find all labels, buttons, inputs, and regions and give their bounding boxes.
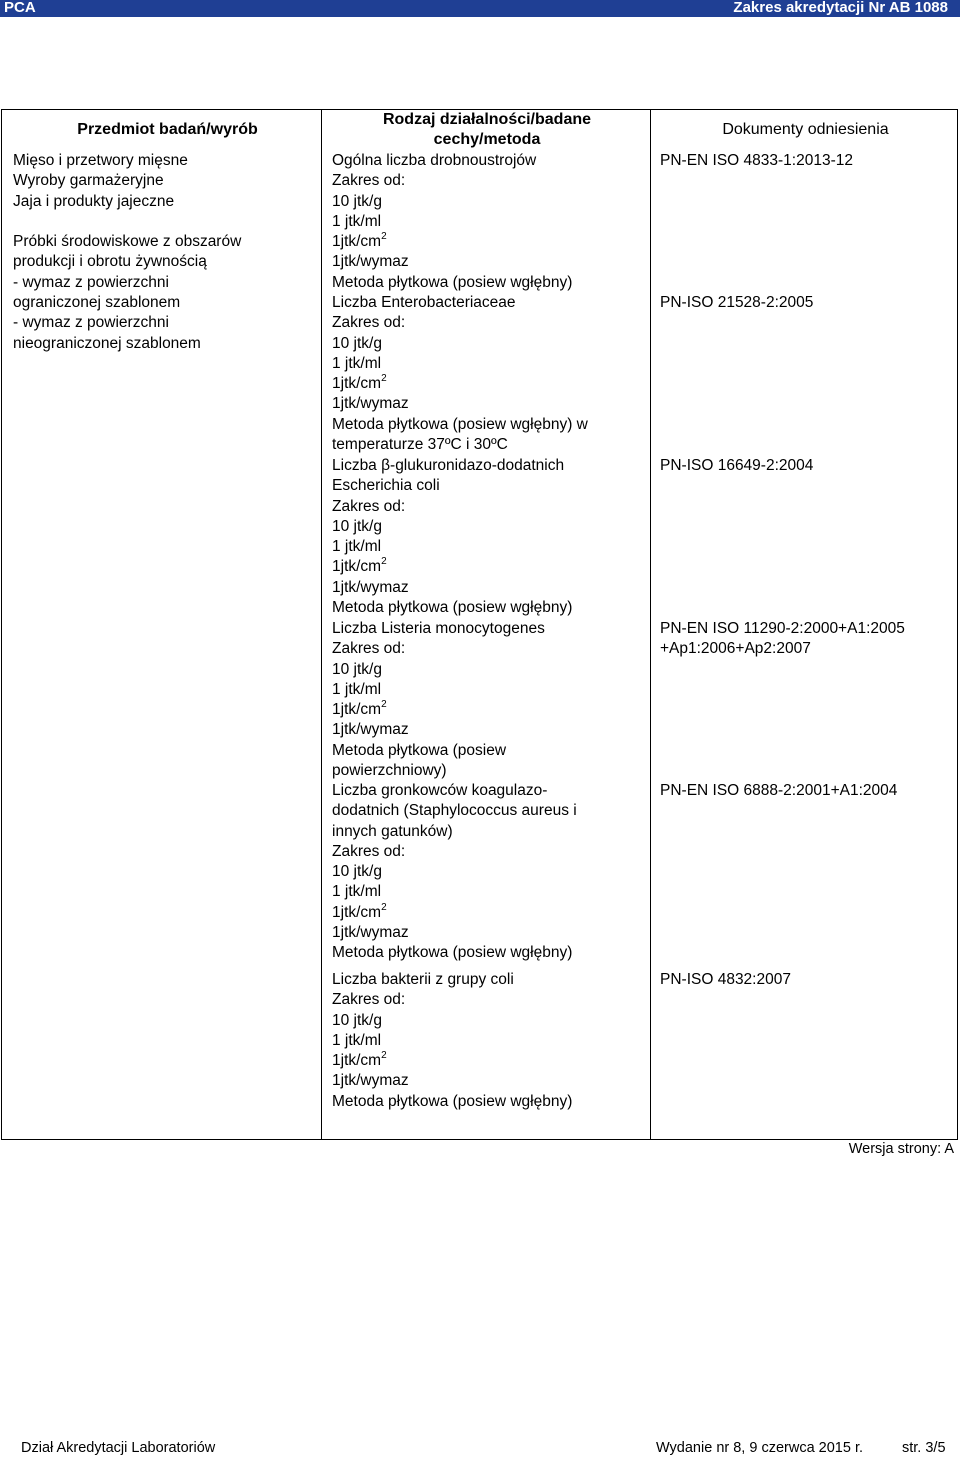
test-line bbox=[332, 517, 572, 537]
reference-line: PN-ISO 4832:2007 bbox=[660, 971, 791, 988]
test-line bbox=[332, 781, 577, 801]
test-line bbox=[332, 1011, 572, 1031]
test-line-text: 1jtk/wymaz bbox=[332, 253, 409, 271]
test-line bbox=[332, 1092, 572, 1112]
subject-line: - wymaz z powierzchni bbox=[13, 273, 169, 291]
superscript: 2 bbox=[381, 556, 387, 568]
test-line-text: Zakres od: bbox=[332, 314, 406, 332]
subject-line bbox=[13, 212, 241, 232]
reference-line: PN-EN ISO 6888-2:2001+A1:2004 bbox=[660, 782, 898, 799]
superscript: 2 bbox=[381, 901, 387, 913]
test-line bbox=[332, 334, 588, 354]
test-line bbox=[332, 456, 572, 476]
test-line bbox=[332, 232, 572, 252]
test-line-text: 1jtk/cm bbox=[332, 558, 382, 576]
test-line bbox=[332, 252, 572, 272]
test-line bbox=[332, 354, 588, 374]
test-line-text: innych gatunków) bbox=[332, 822, 453, 840]
superscript: 2 bbox=[381, 231, 387, 243]
footer-department: Dział Akredytacji Laboratoriów bbox=[21, 1440, 216, 1456]
test-line bbox=[332, 619, 545, 639]
test-line bbox=[332, 700, 545, 720]
test-line-text: 1 jtk/ml bbox=[332, 680, 382, 698]
test-header-line: cechy/metoda bbox=[433, 131, 541, 149]
reference-line: +Ap1:2006+Ap2:2007 bbox=[660, 640, 811, 658]
test-line-text: 1 jtk/ml bbox=[332, 538, 382, 556]
test-line bbox=[332, 394, 588, 414]
test-line bbox=[332, 903, 577, 923]
subject-line: Mięso i przetwory mięsne bbox=[13, 152, 188, 169]
test-entry bbox=[332, 293, 588, 455]
test-line bbox=[332, 990, 572, 1010]
test-line bbox=[332, 313, 588, 333]
test-line bbox=[332, 435, 588, 455]
subject-line: nieograniczonej szablonem bbox=[13, 334, 201, 352]
subject-line: Próbki środowiskowe z obszarów bbox=[13, 233, 242, 251]
test-line bbox=[332, 923, 577, 943]
reference-entry bbox=[660, 456, 813, 476]
superscript: 2 bbox=[381, 373, 387, 385]
test-line bbox=[332, 1051, 572, 1071]
test-line bbox=[332, 171, 572, 191]
test-line bbox=[332, 598, 572, 618]
superscript: 2 bbox=[381, 1050, 387, 1062]
test-line bbox=[332, 273, 572, 293]
page-version: Wersja strony: A bbox=[848, 1141, 954, 1157]
test-line-text: 1jtk/cm bbox=[332, 701, 382, 719]
test-line-text: Zakres od: bbox=[332, 172, 406, 190]
reference-line: PN-EN ISO 4833-1:2013-12 bbox=[660, 152, 853, 169]
reference-line: PN-ISO 16649-2:2004 bbox=[660, 457, 814, 474]
header-title: Zakres akredytacji Nr AB 1088 bbox=[733, 0, 948, 16]
test-line bbox=[332, 415, 588, 435]
test-column-header bbox=[323, 110, 651, 151]
test-line bbox=[332, 822, 577, 842]
test-line-text: 1jtk/wymaz bbox=[332, 578, 409, 596]
test-line bbox=[332, 293, 588, 313]
subject-line: Jaja i produkty jajeczne bbox=[13, 192, 175, 210]
test-line bbox=[332, 1071, 572, 1091]
test-entry bbox=[332, 619, 545, 781]
test-line-text: Zakres od: bbox=[332, 640, 406, 658]
accreditation-table bbox=[1, 109, 958, 1140]
test-line bbox=[332, 192, 572, 212]
test-line-text: 1jtk/cm bbox=[332, 233, 382, 251]
test-line-text: 1 jtk/ml bbox=[332, 354, 382, 372]
footer-edition: Wydanie nr 8, 9 czerwca 2015 r. bbox=[656, 1440, 864, 1456]
test-line-text: temperaturze 37ºC i 30ºC bbox=[332, 436, 508, 454]
test-line-text: 1jtk/cm bbox=[332, 903, 382, 921]
test-line bbox=[332, 660, 545, 680]
test-line bbox=[332, 497, 572, 517]
test-line-text: 1jtk/wymaz bbox=[332, 721, 409, 739]
test-header-line: Rodzaj działalności/badane bbox=[382, 111, 592, 128]
subject-line: Wyroby garmażeryjne bbox=[13, 172, 164, 190]
test-line-text: 1jtk/cm bbox=[332, 1052, 382, 1070]
subject-list bbox=[13, 151, 241, 354]
test-line-text: Liczba Enterobacteriaceae bbox=[332, 294, 516, 311]
test-line bbox=[332, 720, 545, 740]
test-line-text: 10 jtk/g bbox=[332, 1011, 382, 1029]
table-divider bbox=[650, 110, 651, 1139]
test-line-text: 1 jtk/ml bbox=[332, 883, 382, 901]
test-line-text: Zakres od: bbox=[332, 842, 406, 860]
test-line bbox=[332, 943, 577, 963]
test-line-text: Metoda płytkowa (posiew wgłębny) bbox=[332, 944, 573, 962]
test-line-text: Liczba Listeria monocytogenes bbox=[332, 620, 545, 637]
reference-entry bbox=[660, 151, 853, 171]
test-line-text: 10 jtk/g bbox=[332, 517, 382, 535]
test-line bbox=[332, 557, 572, 577]
test-line bbox=[332, 537, 572, 557]
test-line bbox=[332, 212, 572, 232]
test-line bbox=[332, 578, 572, 598]
superscript: 2 bbox=[381, 699, 387, 711]
test-line-text: powierzchniowy) bbox=[332, 762, 447, 780]
subject-line: ograniczonej szablonem bbox=[13, 294, 181, 312]
reference-line: PN-EN ISO 11290-2:2000+A1:2005 bbox=[660, 620, 905, 637]
reference-line: PN-ISO 21528-2:2005 bbox=[660, 294, 814, 311]
test-entry bbox=[332, 781, 577, 964]
test-line-text: Metoda płytkowa (posiew wgłębny) w bbox=[332, 415, 588, 433]
test-line-text: 1 jtk/ml bbox=[332, 1031, 382, 1049]
test-line-text: 10 jtk/g bbox=[332, 334, 382, 352]
test-line-text: 1jtk/wymaz bbox=[332, 924, 409, 942]
test-line-text: 10 jtk/g bbox=[332, 192, 382, 210]
test-line bbox=[332, 862, 577, 882]
test-line-text: 10 jtk/g bbox=[332, 660, 382, 678]
test-line bbox=[332, 680, 545, 700]
test-line bbox=[332, 1031, 572, 1051]
subject-line: - wymaz z powierzchni bbox=[13, 314, 169, 332]
test-line-text: dodatnich (Staphylococcus aureus i bbox=[332, 802, 577, 820]
test-entry bbox=[332, 970, 572, 1112]
test-line-text: Liczba β-glukuronidazo-dodatnich bbox=[332, 457, 565, 474]
test-line bbox=[332, 761, 545, 781]
test-line-text: 10 jtk/g bbox=[332, 863, 382, 881]
reference-entry bbox=[660, 781, 897, 801]
test-line-text: Metoda płytkowa (posiew bbox=[332, 741, 507, 759]
reference-entry bbox=[660, 619, 905, 660]
test-line bbox=[332, 970, 572, 990]
test-line-text: 1jtk/wymaz bbox=[332, 1072, 409, 1090]
test-line-text: Liczba gronkowców koagulazo- bbox=[332, 782, 548, 799]
reference-column-header: Dokumenty odniesienia bbox=[722, 121, 889, 138]
test-line-text: 1 jtk/ml bbox=[332, 212, 382, 230]
test-line bbox=[332, 476, 572, 496]
test-line bbox=[332, 151, 572, 171]
test-line-text: 1jtk/wymaz bbox=[332, 395, 409, 413]
table-divider bbox=[321, 110, 322, 1139]
test-line bbox=[332, 374, 588, 394]
test-line-text: Zakres od: bbox=[332, 991, 406, 1009]
document-header-bar bbox=[0, 0, 960, 17]
reference-entry bbox=[660, 970, 791, 990]
test-line bbox=[332, 842, 577, 862]
test-line-text: Metoda płytkowa (posiew wgłębny) bbox=[332, 599, 573, 617]
subject-line: produkcji i obrotu żywnością bbox=[13, 253, 207, 271]
test-entry bbox=[332, 151, 572, 293]
test-entry bbox=[332, 456, 572, 618]
test-line-text: Metoda płytkowa (posiew wgłębny) bbox=[332, 1092, 573, 1110]
test-line-text: 1jtk/cm bbox=[332, 375, 382, 393]
subject-column-header: Przedmiot badań/wyrób bbox=[77, 121, 258, 138]
test-line bbox=[332, 801, 577, 821]
reference-entry bbox=[660, 293, 813, 313]
test-line-text: Ogólna liczba drobnoustrojów bbox=[332, 152, 537, 169]
test-line bbox=[332, 639, 545, 659]
footer-page-number: str. 3/5 bbox=[902, 1440, 946, 1456]
test-line-text: Zakres od: bbox=[332, 497, 406, 515]
test-line-text: Metoda płytkowa (posiew wgłębny) bbox=[332, 273, 573, 291]
test-line bbox=[332, 741, 545, 761]
test-line-text: Liczba bakterii z grupy coli bbox=[332, 971, 514, 988]
test-line bbox=[332, 882, 577, 902]
test-line-text: Escherichia coli bbox=[332, 477, 440, 495]
header-org: PCA bbox=[4, 0, 36, 16]
